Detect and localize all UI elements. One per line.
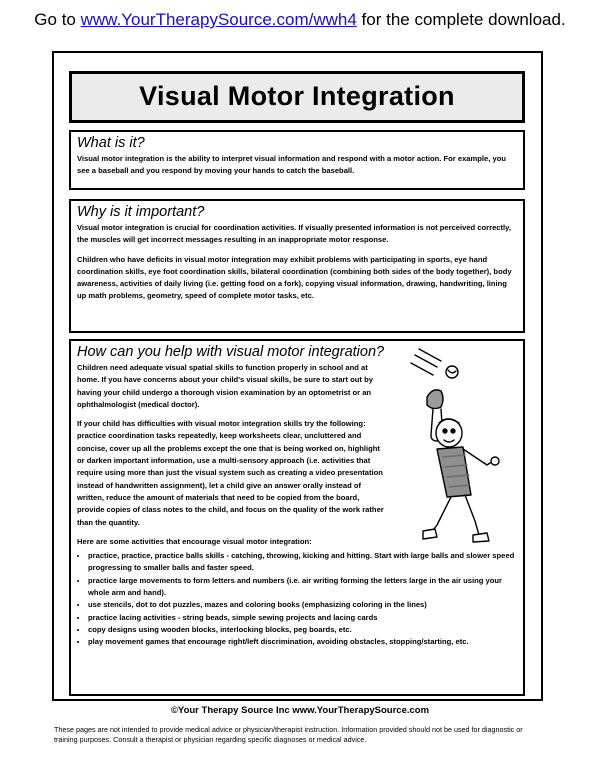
what-is-it-body: Visual motor integration is the ability to interpret visual information and respond with a motor action. For example, you see a baseball and you respond by moving your hands to catch the baseball. (77, 154, 506, 176)
banner-prefix: Go to (34, 10, 81, 29)
download-link[interactable]: www.YourTherapySource.com/wwh4 (80, 10, 357, 29)
page-title: Visual Motor Integration (69, 71, 525, 123)
list-item: • copy designs using wooden blocks, interlocking blocks, peg boards, etc. (88, 624, 517, 636)
copyright-footer: ©Your Therapy Source Inc www.YourTherapySource.com (170, 705, 430, 716)
list-item: • practice, practice, practice balls skills - catching, throwing, kicking and hitting. Start with large balls and slower speed progressing to smaller balls and faster speed. (88, 550, 517, 575)
medical-disclaimer: These pages are not intended to provide medical advice or physician/therapist instruction. Information provided should not be used for diagnostic or training purposes. Consult a therapist or physician regarding specific diagnoses or medical advice. (54, 725, 523, 744)
download-banner (0, 10, 600, 30)
boy-catching-ball-illustration (407, 345, 512, 551)
why-important-heading: Why is it important? (77, 204, 205, 220)
why-important-paragraph-1: Visual motor integration is crucial for coordination activities. If visually presented information is not perceived correctly, the muscles will get incorrect messages resulting in an inappropriate motor response. (77, 223, 511, 245)
list-item: • play movement games that encourage right/left discrimination, avoiding obstacles, stopping/starting, etc. (88, 636, 517, 648)
list-item: • use stencils, dot to dot puzzles, mazes and coloring books (emphasizing coloring in the lines) (88, 599, 517, 611)
list-item: • practice lacing activities - string beads, simple sewing projects and lacing cards (88, 612, 517, 624)
activities-list (77, 550, 517, 648)
how-to-help-heading: How can you help with visual motor integration? (77, 344, 385, 360)
banner-suffix: for the complete download. (356, 10, 566, 29)
how-to-help-section (69, 339, 525, 696)
why-important-section (69, 199, 525, 333)
what-is-it-heading: What is it? (77, 135, 145, 151)
what-is-it-section (69, 130, 525, 190)
list-item: • practice large movements to form letters and numbers (i.e. air writing forming the letters large in the air using your whole arm and hand). (88, 575, 517, 600)
activities-intro: Here are some activities that encourage visual motor integration: (77, 536, 312, 546)
worksheet-frame (52, 51, 543, 701)
why-important-paragraph-2: Children who have deficits in visual motor integration may exhibit problems with participating in sports, eye hand coordination skills, eye foot coordination skills, bilateral coordination (combining both sides of the body together), body awareness, activities of daily living (i.e. getting food on a fork), copying visual information, drawing, handwriting, lining up math problems, geometry, speed of complete motor tasks, etc. (77, 254, 512, 301)
how-to-help-text (77, 344, 388, 529)
how-to-help-paragraph-2: If your child has difficulties with visual motor integration skills try the following: practice coordination tasks repeatedly, keep worksheets clear, uncluttered and concise, cover up all the problems except the one that is being worked on, highlight or darken important information, use a multi-sensory approach (i.e. activities that require using more than just the visual system such as creating a video presentation instead of handwritten assignment), let a child give an answer orally instead of written, reduce the amount of materials that need to be copied from the board, provide copies of class notes to the child, and focus on the quality of the work rather than the quantity. (77, 419, 384, 527)
how-to-help-paragraph-1: Children need adequate visual spatial skills to function properly in school and at home. If you have concerns about your child's visual skills, be sure to start out by having your child undergo a thorough vision examination by an optometrist or an ophthalmologist (medical doctor). (77, 363, 373, 409)
